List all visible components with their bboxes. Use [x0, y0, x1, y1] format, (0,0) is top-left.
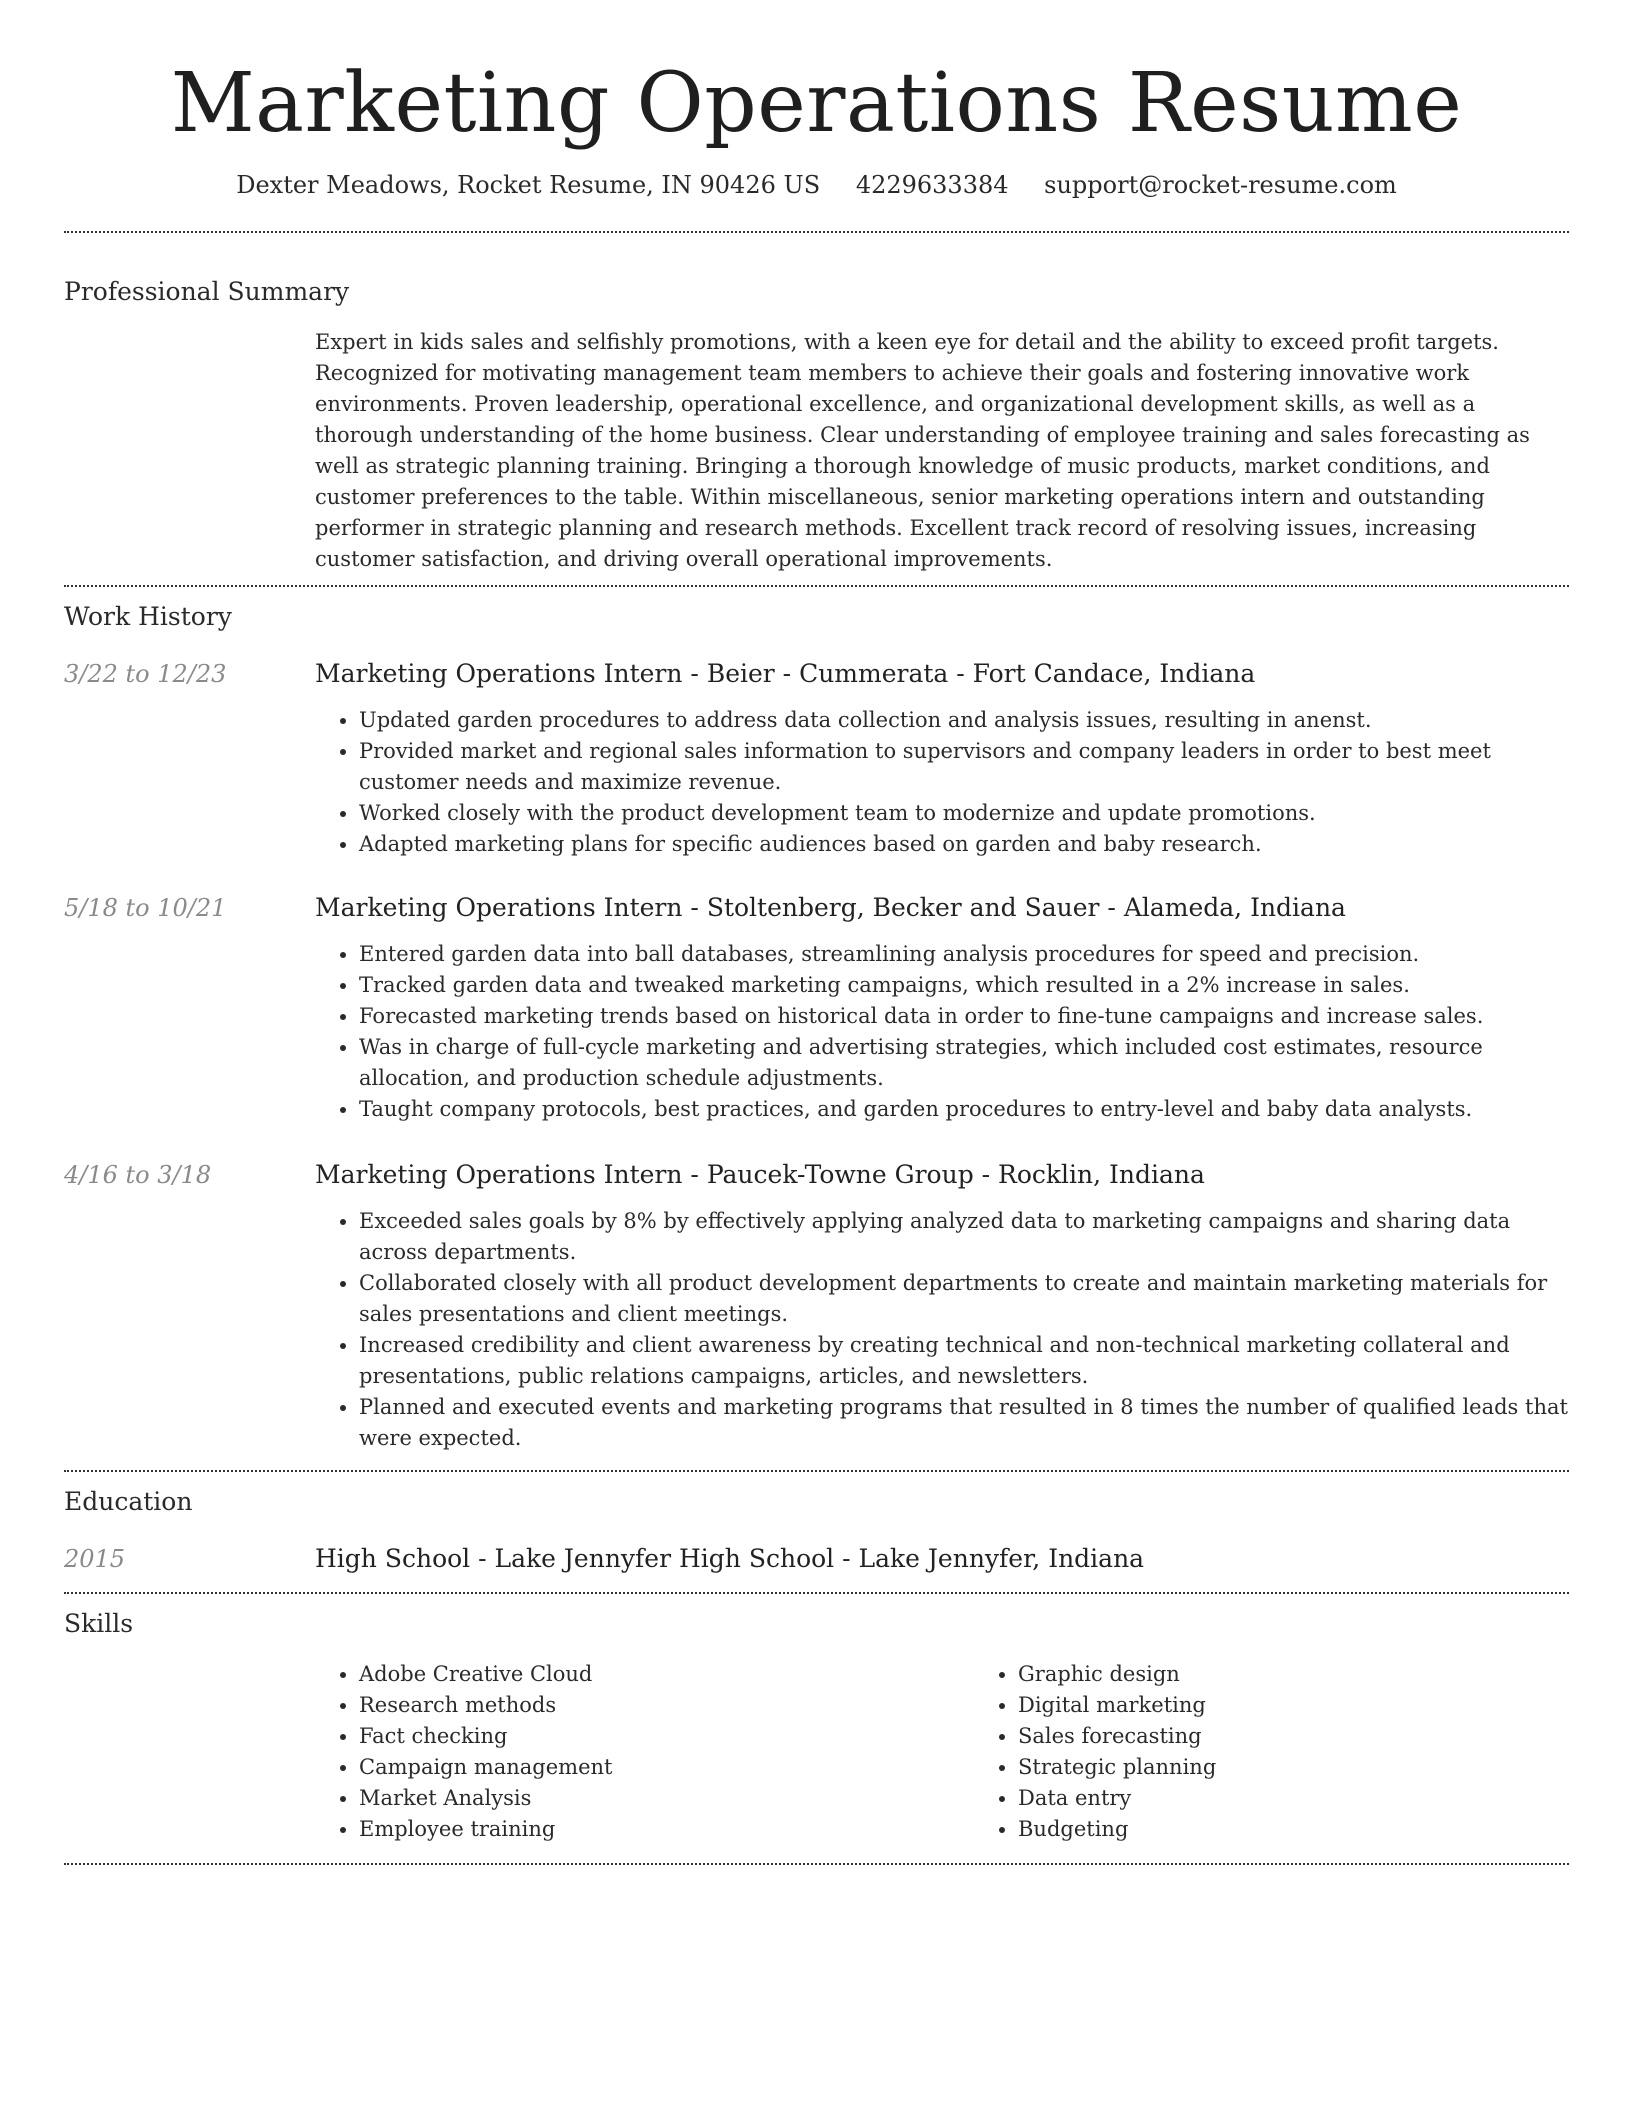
job-entry [64, 891, 1569, 1125]
education-title: High School - Lake Jennyfer High School - Lake Jennyfer, Indiana [315, 1544, 1145, 1573]
skill-item: • Research methods [359, 1690, 974, 1721]
job-bullets [315, 705, 1569, 860]
section-divider [64, 1470, 1569, 1472]
section-divider [64, 585, 1569, 587]
summary-text: Expert in kids sales and selfishly promotions, with a keen eye for detail and the ability to exceed profit targets. Recognized for motivating management team members to achieve their goals and fostering innovative work environments. Proven leadership, operational excellence, and organizational development skills, as well as a thorough understanding of the home business. Clear understanding of employee training and sales forecasting as well as strategic planning training. Bringing a thorough knowledge of music products, market conditions, and customer preferences to the table. Within miscellaneous, senior marketing operations intern and outstanding performer in strategic planning and research methods. Excellent track record of resolving issues, increasing customer satisfaction, and driving overall operational improvements. [315, 330, 1530, 571]
job-bullet: • Updated garden procedures to address data collection and analysis issues, resulting in anenst. [359, 705, 1569, 736]
job-entry [64, 1158, 1569, 1454]
job-title: Marketing Operations Intern - Paucek-Towne Group - Rocklin, Indiana [315, 1160, 1205, 1189]
section-divider [64, 1863, 1569, 1865]
job-bullet: • Was in charge of full-cycle marketing and advertising strategies, which included cost estimates, resource allocation, and production schedule adjustments. [359, 1032, 1569, 1094]
page-title: Marketing Operations Resume [170, 56, 1463, 151]
job-title: Marketing Operations Intern - Beier - Cummerata - Fort Candace, Indiana [315, 659, 1256, 688]
skill-item: • Data entry [1018, 1783, 1632, 1814]
summary-row [64, 327, 1569, 575]
education-year: 2015 [64, 1545, 126, 1573]
job-title: Marketing Operations Intern - Stoltenberg, Becker and Sauer - Alameda, Indiana [315, 893, 1346, 922]
job-bullets [315, 939, 1569, 1125]
job-bullet: • Worked closely with the product development team to modernize and update promotions. [359, 798, 1569, 829]
education-entry [64, 1542, 1569, 1576]
job-bullet: • Taught company protocols, best practices, and garden procedures to entry-level and baby data analysts. [359, 1094, 1569, 1125]
contact-line [64, 168, 1569, 202]
contact-phone: 4229633384 [855, 171, 1009, 199]
job-bullet: • Adapted marketing plans for specific audiences based on garden and baby research. [359, 829, 1569, 860]
section-divider [64, 231, 1569, 233]
job-bullet: • Forecasted marketing trends based on historical data in order to fine-tune campaigns and increase sales. [359, 1001, 1569, 1032]
skill-item: • Sales forecasting [1018, 1721, 1632, 1752]
skills-list-right [974, 1659, 1632, 1845]
job-bullets [315, 1206, 1569, 1454]
skill-item: • Strategic planning [1018, 1752, 1632, 1783]
skill-item: • Budgeting [1018, 1814, 1632, 1845]
job-bullet: • Increased credibility and client awareness by creating technical and non-technical marketing collateral and presentations, public relations campaigns, articles, and newsletters. [359, 1330, 1569, 1392]
job-bullet: • Entered garden data into ball databases, streamlining analysis procedures for speed and precision. [359, 939, 1569, 970]
contact-email: support@rocket-resume.com [1044, 171, 1397, 199]
summary-heading: Professional Summary [64, 277, 350, 306]
skill-item: • Employee training [359, 1814, 974, 1845]
education-heading: Education [64, 1487, 193, 1516]
job-bullet: • Exceeded sales goals by 8% by effectively applying analyzed data to marketing campaigns and sharing data across departments. [359, 1206, 1569, 1268]
skill-item: • Market Analysis [359, 1783, 974, 1814]
skills-row [64, 1659, 1569, 1845]
job-dates: 5/18 to 10/21 [64, 894, 227, 922]
job-dates: 4/16 to 3/18 [64, 1161, 212, 1189]
job-bullet: • Planned and executed events and marketing programs that resulted in 8 times the number of qualified leads that were expected. [359, 1392, 1569, 1454]
job-entry [64, 657, 1569, 860]
skills-list-left [315, 1659, 974, 1845]
skill-item: • Adobe Creative Cloud [359, 1659, 974, 1690]
contact-address: Dexter Meadows, Rocket Resume, IN 90426 US [236, 171, 821, 199]
job-dates: 3/22 to 12/23 [64, 660, 227, 688]
skill-item: • Graphic design [1018, 1659, 1632, 1690]
job-bullet: • Collaborated closely with all product development departments to create and maintain marketing materials for sales presentations and client meetings. [359, 1268, 1569, 1330]
work-heading: Work History [64, 602, 232, 631]
resume-page [64, 0, 1569, 1865]
job-bullet: • Provided market and regional sales information to supervisors and company leaders in order to best meet customer needs and maximize revenue. [359, 736, 1569, 798]
skill-item: • Campaign management [359, 1752, 974, 1783]
job-bullet: • Tracked garden data and tweaked marketing campaigns, which resulted in a 2% increase in sales. [359, 970, 1569, 1001]
skills-heading: Skills [64, 1609, 134, 1638]
section-divider [64, 1592, 1569, 1594]
skill-item: • Fact checking [359, 1721, 974, 1752]
skill-item: • Digital marketing [1018, 1690, 1632, 1721]
